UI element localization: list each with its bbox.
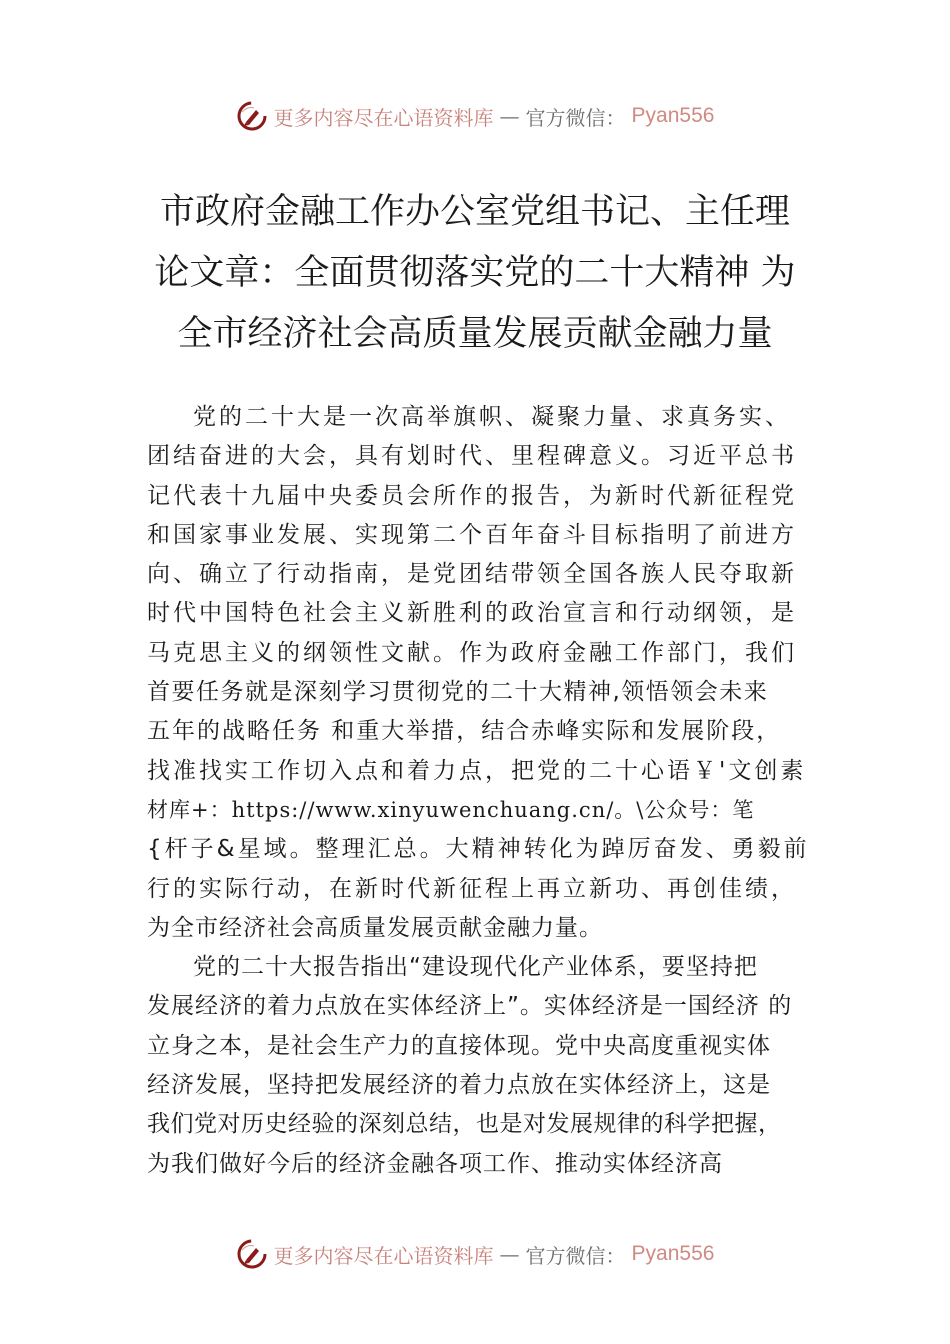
watermark-wechat-id: Pyan556 xyxy=(631,104,715,127)
title-line: 论文章：全面贯彻落实党的二十大精神 为 xyxy=(154,253,796,293)
watermark-wechat-label: 官方微信： xyxy=(525,1243,626,1268)
body-line: 找准找实工作切入点和着力点，把党的二十心语￥'文创素 xyxy=(147,757,807,784)
body-line: 立身之本，是社会生产力的直接体现。党中央高度重视实体 xyxy=(147,1032,771,1059)
body-line: 行的实际行动，在新时代新征程上再立新功、再创佳绩， xyxy=(147,875,797,902)
watermark-banner xyxy=(236,100,715,132)
body-line: 我们党对历史经验的深刻总结，也是对发展规律的科学把握， xyxy=(147,1111,782,1138)
header-watermark xyxy=(0,96,950,136)
body-line: 五年的战略任务 和重大举措，结合赤峰实际和发展阶段， xyxy=(147,718,782,745)
title-line: 全市经济社会高质量发展贡献金融力量 xyxy=(177,314,773,354)
watermark-separator: — xyxy=(499,104,520,128)
pen-nib-logo-icon xyxy=(236,100,268,132)
title-line: 市政府金融工作办公室党组书记、主任理 xyxy=(159,192,790,232)
document-title xyxy=(130,182,820,365)
footer-watermark xyxy=(0,1234,950,1274)
body-line: {杆子&星域。整理汇总。大精神转化为踔厉奋发、勇毅前 xyxy=(147,836,810,863)
body-line: 材库+：https://www.xinyuwenchuang.cn/。\公众号：笔 xyxy=(147,797,755,822)
body-line: 发展经济的着力点放在实体经济上”。实体经济是一国经济 的 xyxy=(147,993,793,1020)
body-line: 马克思主义的纲领性文献。作为政府金融工作部门，我们 xyxy=(147,639,797,666)
body-line: 记代表十九届中央委员会所作的报告，为新时代新征程党 xyxy=(147,482,797,509)
body-line: 首要任务就是深刻学习贯彻党的二十大精神,领悟领会未来 xyxy=(147,679,769,706)
watermark-promo-text: 更多内容尽在心语资料库 xyxy=(273,105,494,130)
body-line: 团结奋进的大会，具有划时代、里程碑意义。习近平总书 xyxy=(147,443,797,470)
body-line: 经济发展，坚持把发展经济的着力点放在实体经济上，这是 xyxy=(147,1072,771,1099)
watermark-banner xyxy=(236,1238,715,1270)
body-line: 为全市经济社会高质量发展贡献金融力量。 xyxy=(147,914,603,941)
body-line: 为我们做好今后的经济金融各项工作、推动实体经济高 xyxy=(147,1150,723,1177)
watermark-wechat-label: 官方微信： xyxy=(525,105,626,130)
body-line: 党的二十大是一次高举旗帜、凝聚力量、求真务实、 xyxy=(193,404,791,430)
body-line: 向、确立了行动指南，是党团结带领全国各族人民夺取新 xyxy=(147,561,797,588)
watermark-separator: — xyxy=(499,1242,520,1266)
body-line: 和国家事业发展、实现第二个百年奋斗目标指明了前进方 xyxy=(147,521,797,548)
pen-nib-logo-icon xyxy=(236,1238,268,1270)
watermark-promo-text: 更多内容尽在心语资料库 xyxy=(273,1243,494,1268)
document-body xyxy=(147,398,810,1184)
body-line: 党的二十大报告指出“建设现代化产业体系，要坚持把 xyxy=(193,954,758,981)
body-line: 时代中国特色社会主义新胜利的政治宣言和行动纲领，是 xyxy=(147,600,797,627)
watermark-wechat-id: Pyan556 xyxy=(631,1242,715,1265)
